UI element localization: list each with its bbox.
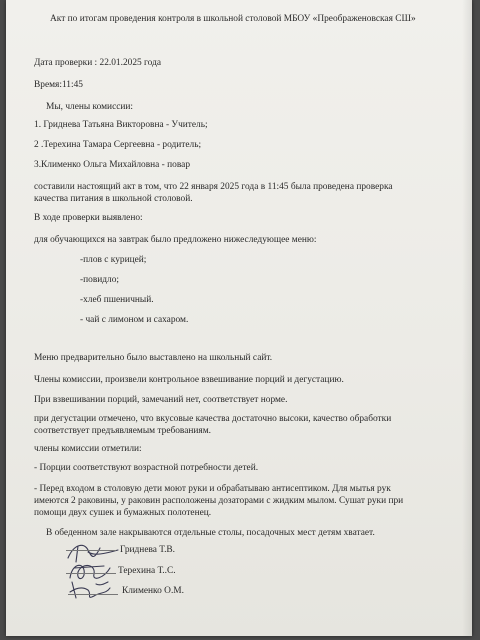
- document-title: Акт по итогам проведения контроля в школьной столовой МБОУ «Преображеновская СШ»: [50, 14, 416, 24]
- paragraph-weighing: Члены комиссии, произвели контрольное взвешивание порций и дегустацию.: [34, 375, 344, 385]
- findings-heading: В ходе проверки выявлено:: [34, 213, 143, 223]
- noted-heading: члены комиссии отметили:: [34, 444, 142, 454]
- document-page: [6, 0, 472, 636]
- signatory-name: Гриднева Т.В.: [120, 545, 176, 555]
- note-line: - Перед входом в столовую дети моют руки и обрабатываю антисептиком. Для мытья рук: [34, 484, 391, 494]
- tasting-line: соответствует предъявляемым требованиям.: [34, 426, 212, 436]
- signature-klimenko: [66, 576, 122, 604]
- note-line: имеются 2 раковины, у раковин расположены дозаторами с жидким мылом. Сушат руки при: [34, 496, 404, 506]
- signature-line: [66, 550, 116, 551]
- note-line: помощи двух сушек и бумажных полотенец.: [34, 508, 212, 518]
- menu-item: -плов с курицей;: [80, 255, 147, 265]
- menu-item: -повидло;: [80, 275, 120, 285]
- menu-intro: для обучающихся на завтрак было предложено нижеследующее меню:: [34, 235, 317, 245]
- closing-line: В обеденном зале накрываются отдельные столы, посадочных мест детям хватает.: [46, 528, 375, 538]
- member-item: 1. Гриднева Татьяна Викторовна - Учитель;: [34, 120, 208, 130]
- inspection-time: Время:11:45: [34, 80, 83, 90]
- paragraph-portions: При взвешивании порций, замечаний нет, соответствует норме.: [34, 395, 288, 405]
- members-intro: Мы, члены комиссии:: [46, 102, 134, 112]
- signature-line: [68, 594, 118, 595]
- signatory-name: Клименко О.М.: [122, 586, 184, 596]
- tasting-line: при дегустации отмечено, что вкусовые качества достаточно высоки, качество обработки: [34, 414, 392, 424]
- note-line: - Порции соответствуют возрастной потребности детей.: [34, 463, 259, 473]
- member-item: 2 .Терехина Тамара Сергеевна - родитель;: [34, 140, 202, 150]
- member-item: 3.Клименко Ольга Михайловна - повар: [34, 160, 191, 170]
- signature-line: [66, 573, 116, 574]
- act-text-line: составили настоящий акт в том, что 22 января 2025 года в 11:45 была проведена проверка: [34, 182, 393, 192]
- inspection-date: Дата проверки : 22.01.2025 года: [34, 58, 161, 68]
- menu-item: -хлеб пшеничный.: [80, 295, 154, 305]
- paragraph-menu-site: Меню предварительно было выставлено на школьный сайт.: [34, 353, 273, 363]
- act-text-line: качества питания в школьной столовой.: [34, 194, 193, 204]
- signatory-name: Терехина Т..С.: [118, 566, 176, 576]
- menu-item: - чай с лимоном и сахаром.: [80, 315, 189, 325]
